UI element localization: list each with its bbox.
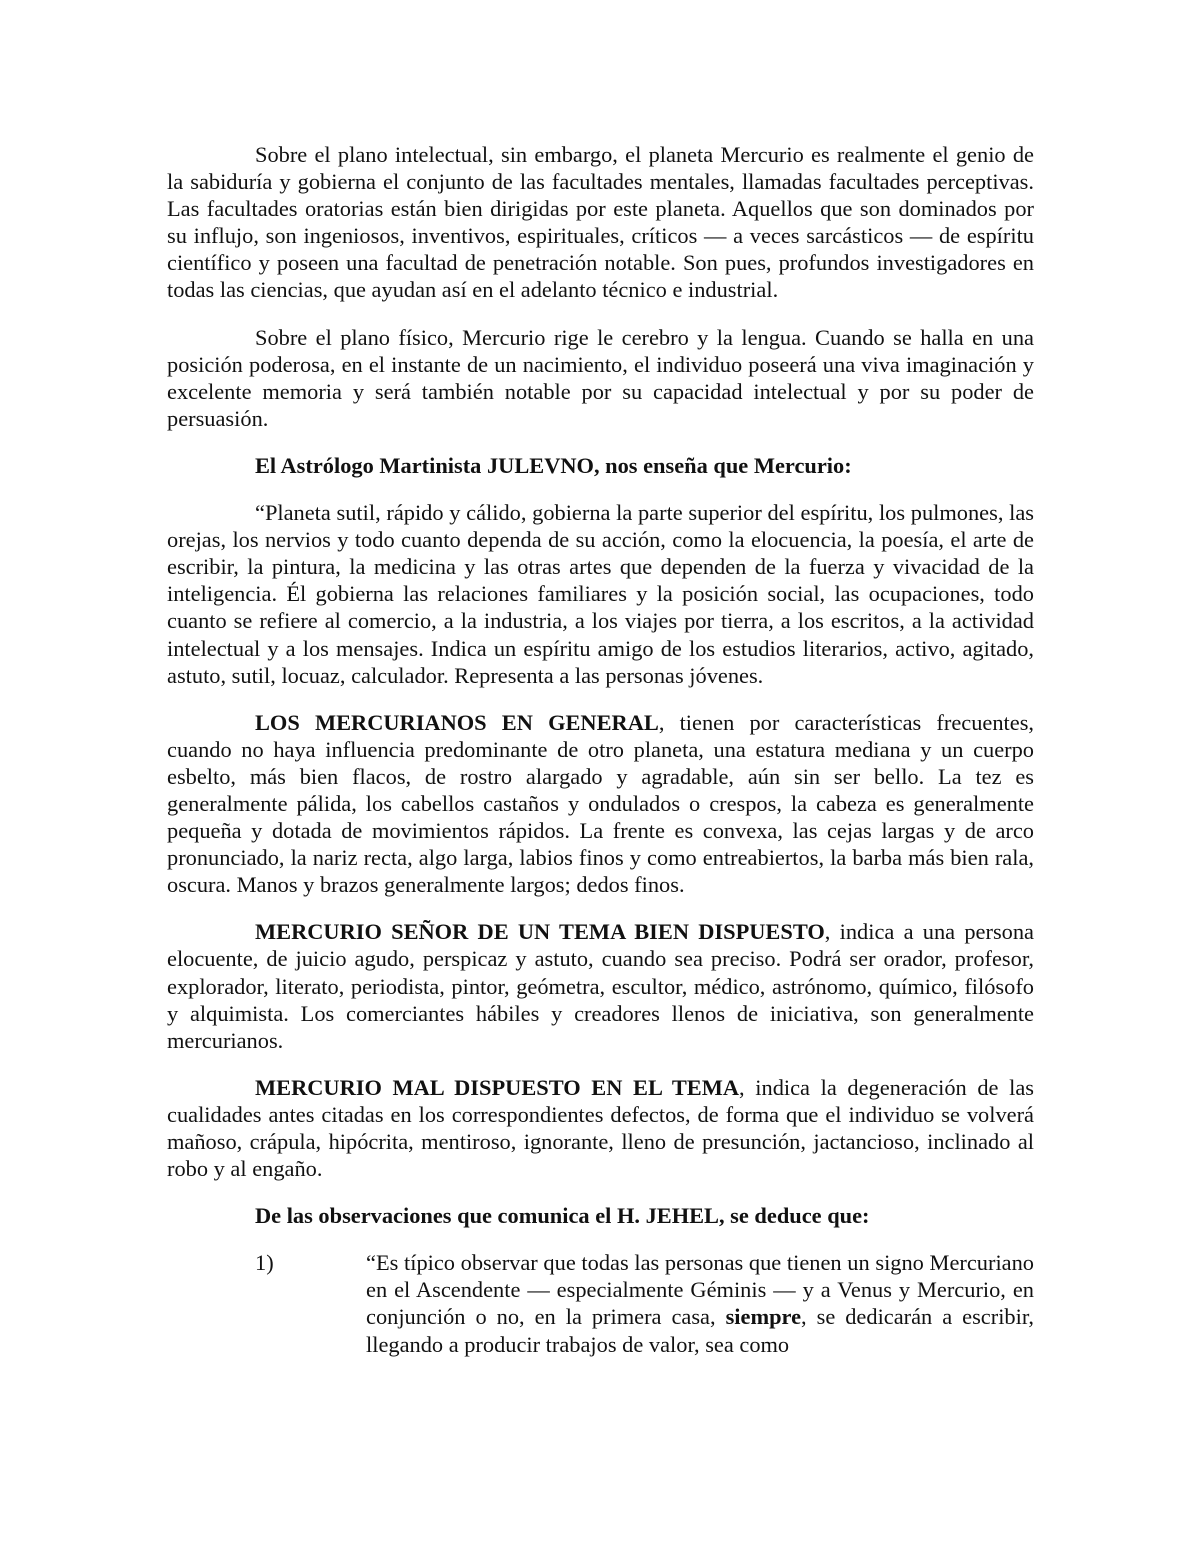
list-item-emphasis: siempre bbox=[725, 1304, 802, 1330]
text-well-disposed: , indica a una persona elocuente, de juicio agudo, perspicaz y astuto, cuando sea preciso. Podrá ser orador, profesor, explorador, literato, periodista, pintor, geómetra, escultor, médico, astrónomo, químico, filósofo y alquimista. Los comerciantes hábiles y creadores llenos de iniciativa, son generalmente mercurianos. bbox=[167, 919, 1034, 1053]
heading-jehel: De las observaciones que comunica el H. JEHEL, se deduce que: bbox=[255, 1203, 870, 1229]
paragraph-physical-plane: Sobre el plano físico, Mercurio rige le cerebro y la lengua. Cuando se halla en una posición poderosa, en el instante de un nacimiento, el individuo poseerá una viva imaginación y excelente memoria y será también notable por su capacidad intelectual y por su poder de persuasión. bbox=[167, 324, 1034, 431]
paragraph-badly-disposed bbox=[167, 1074, 1034, 1182]
document-page bbox=[167, 141, 1034, 1358]
paragraph-mercurians-general bbox=[167, 709, 1034, 899]
list-item-text bbox=[366, 1249, 1034, 1357]
text-badly-disposed: , indica la degeneración de las cualidades antes citadas en los correspondientes defectos, de forma que el individuo se volverá mañoso, crápula, hipócrita, mentiroso, ignorante, lleno de presunción, jactancioso, inclinado al robo y al engaño. bbox=[167, 1074, 1034, 1182]
paragraph-intellectual-plane: Sobre el plano intelectual, sin embargo, el planeta Mercurio es realmente el genio de la sabiduría y gobierna el conjunto de las facultades mentales, llamadas facultades perceptivas. Las facultades oratorias están bien dirigidas por este planeta. Aquellos que son dominados por su influjo, son ingeniosos, inventivos, espirituales, críticos — a veces sarcásticos — de espíritu científico y poseen una facultad de penetración notable. Son pues, profundos investigadores en todas las ciencias, que ayudan así en el adelanto técnico e industrial. bbox=[167, 142, 1034, 303]
list-item-text-start: “Es típico observar que todas las personas que tienen un signo Mercuriano en el Ascendente — especialmente Géminis — y a Venus y Mercurio, en conjunción o no, en la primera casa, bbox=[366, 1250, 1034, 1330]
text-mercurians-general: , tienen por características frecuentes, cuando no haya influencia predominante de otro planeta, una estatura mediana y un cuerpo esbelto, más bien flacos, de rostro alargado y agradable, aún sin ser bello. La tez es generalmente pálida, los cabellos castaños y ondulados o crespos, la cabeza es generalmente pequeña y dotada de movimientos rápidos. La frente es convexa, las cejas largas y de arco pronunciado, la nariz recta, algo larga, labios finos y como entreabiertos, la barba más bien rala, oscura. Manos y brazos generalmente largos; dedos finos. bbox=[167, 709, 1035, 898]
list-item-number: 1) bbox=[255, 1250, 274, 1276]
paragraph-well-disposed bbox=[167, 918, 1034, 1053]
lead-badly-disposed: MERCURIO MAL DISPUESTO EN EL TEMA bbox=[255, 1074, 740, 1100]
paragraph-julevno-quote: “Planeta sutil, rápido y cálido, gobierna la parte superior del espíritu, los pulmones, las orejas, los nervios y todo cuanto dependa de su acción, como la elocuencia, la poesía, el arte de escribir, la pintura, la medicina y las otras artes que dependen de la fuerza y vivacidad de la inteligencia. Él gobierna las relaciones familiares y la posición social, las ocupaciones, todo cuanto se refiere al comercio, a la industria, a los viajes por tierra, a los escritos, a la actividad intelectual y a los mensajes. Indica un espíritu amigo de los estudios literarios, activo, agitado, astuto, sutil, locuaz, calculador. Representa a las personas jóvenes. bbox=[167, 500, 1034, 688]
lead-mercurians-general: LOS MERCURIANOS EN GENERAL bbox=[255, 709, 659, 735]
heading-julevno: El Astrólogo Martinista JULEVNO, nos enseña que Mercurio: bbox=[255, 452, 852, 478]
list-item bbox=[167, 1249, 1034, 1357]
list-item-text-end: , se dedicarán a escribir, llegando a producir trabajos de valor, sea como bbox=[366, 1304, 1034, 1357]
lead-well-disposed: MERCURIO SEÑOR DE UN TEMA BIEN DISPUESTO bbox=[255, 919, 825, 945]
